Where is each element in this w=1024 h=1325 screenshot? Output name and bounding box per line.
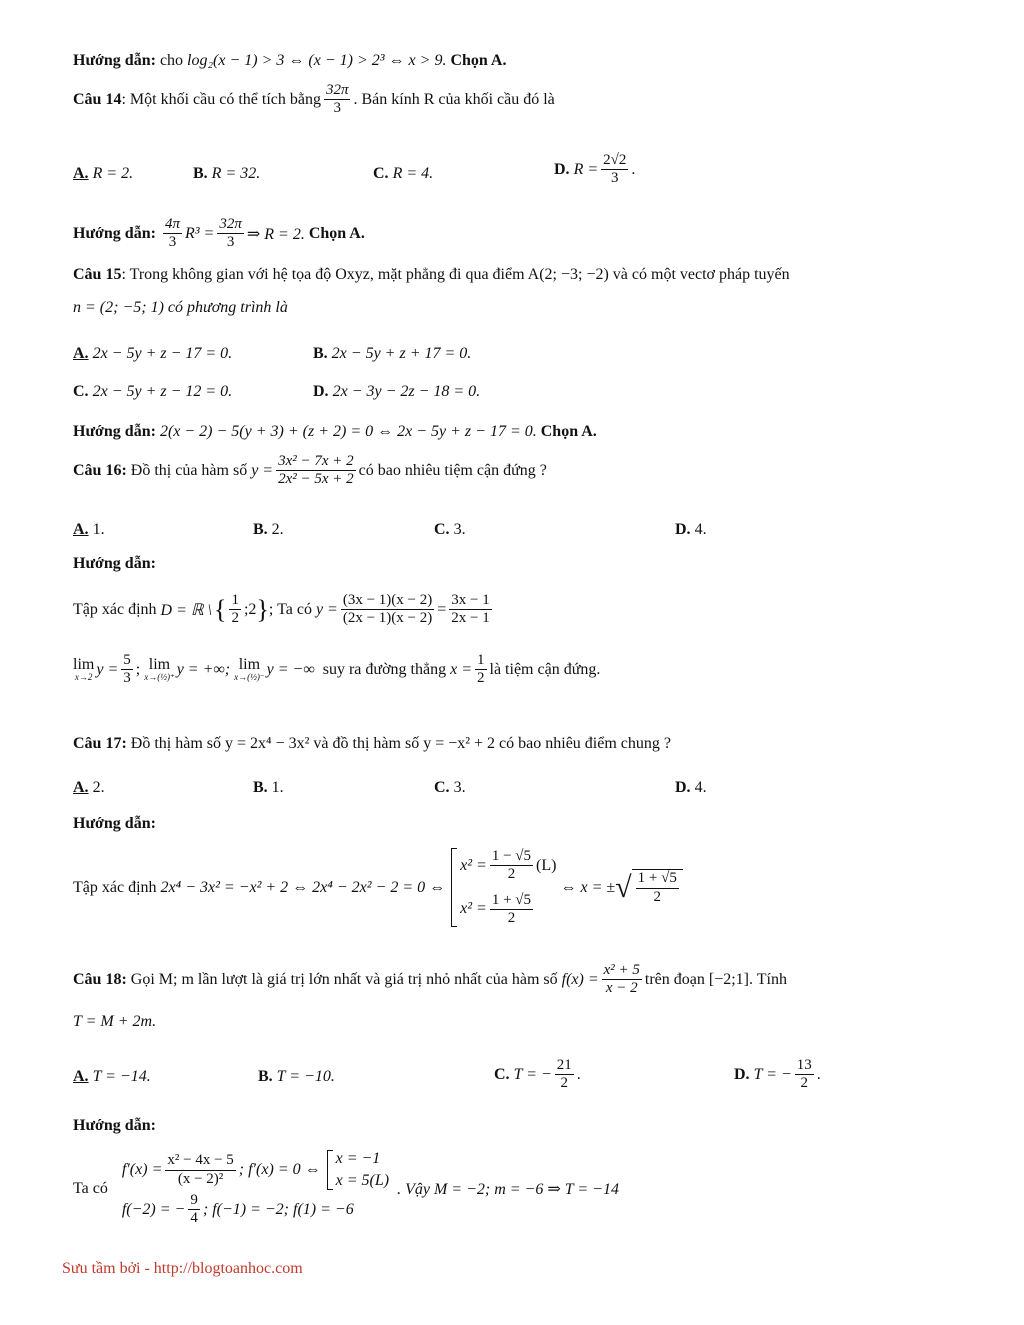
q15-option-d: D. 2x − 3y − 2z − 18 = 0. <box>313 383 481 400</box>
solution-system: x² = $\frac{1 - √5}{2}$ (L) x² = $\frac{1 + √5}{2}$ <box>451 848 556 927</box>
q16-question: Câu 16: Đồ thị của hàm số y = $\frac{\text{3x² − 7x + 2}}{\text{2x² − 5x + 2}}$ có bao nhiêu tiệm cận đứng ? <box>73 453 547 488</box>
q18-question-2: T = M + 2m. <box>73 1013 157 1030</box>
q14-question <box>73 82 555 118</box>
q16-limits: lim x→2 y = $\frac{5}{3}$ ; lim x→(½)⁺ y = +∞; lim x→(½)⁻ y = −∞ suy ra đường thẳng x = $\frac{1}{2}$ là tiệm cận đứng. <box>73 652 601 687</box>
q13-hint <box>73 52 506 70</box>
q16-hint-label: Hướng dẫn: <box>73 555 156 572</box>
q18-option-c: C. T = − $\frac{21}{2}$ . <box>494 1057 581 1092</box>
q14-hint: Hướng dẫn: $\frac{4\pi}{3}$ R³ = $\frac{32\pi}{3}$ ⇒ R = 2. Chọn A. <box>73 216 365 251</box>
volume-fraction: $\frac{32\pi}{3}$ <box>325 82 349 117</box>
q15-option-b: B. 2x − 5y + z + 17 = 0. <box>313 345 472 362</box>
q15-option-c: C. 2x − 5y + z − 12 = 0. <box>73 383 233 400</box>
question-text: : Trong không gian với hệ tọa độ Oxyz, mặt phẳng đi qua điểm A(2; −3; −2) và có một vectơ pháp tuyến <box>121 266 790 283</box>
q16-option-d: D. 4. <box>675 521 707 538</box>
q17-hint-label: Hướng dẫn: <box>73 815 156 832</box>
q18-question: Câu 18: Gọi M; m lần lượt là giá trị lớn nhất và giá trị nhỏ nhất của hàm số f(x) = $\frac{\text{x² + 5}}{x - 2}$ trên đoạn [−2;1]. Tính <box>73 962 787 997</box>
q15-hint: Hướng dẫn: 2(x − 2) − 5(y + 3) + (z + 2) = 0 ⇔ 2x − 5y + z − 17 = 0. Chọn A. <box>73 423 597 440</box>
derivative-roots: x = −1 x = 5(L) <box>327 1150 389 1190</box>
hint-label: Hướng dẫn: <box>73 52 156 69</box>
q18-hint-label: Hướng dẫn: <box>73 1117 156 1134</box>
hint-label: Hướng dẫn: <box>73 224 156 242</box>
q17-option-a: A. 2. <box>73 779 105 796</box>
q15-question-2: n = (2; −5; 1) có phương trình là <box>73 299 288 316</box>
q18-option-a: A. T = −14. <box>73 1068 151 1085</box>
source-footer: Sưu tầm bởi - http://blogtoanhoc.com <box>62 1260 303 1277</box>
question-label: Câu 14 <box>73 90 122 108</box>
q15-question <box>73 266 790 284</box>
q18-solution: Ta có f′(x) = $\frac{\text{x² − 4x − 5}}{\text{(x − 2)²}}$ ; f′(x) = 0 ⇔ x = −1 x = 5(L) f(−2) = − $\frac{9}{4}$ ; f(−1) = −2; f(1) = −6 . Vậy M = −2; m = −6 ⇒ T = −14 <box>73 1150 619 1227</box>
question-label: Câu 15 <box>73 266 122 283</box>
q14-option-b: B. R = 32. <box>193 165 261 182</box>
question-text: : Một khối cầu có thể tích bằng <box>121 90 321 108</box>
q15-option-a: A. 2x − 5y + z − 17 = 0. <box>73 345 233 362</box>
hint-choice: Chọn A. <box>450 52 507 69</box>
q16-option-a: A. 1. <box>73 521 105 538</box>
q14-option-d: D. R = $\frac{2√2}{3}$ . <box>554 152 636 187</box>
q17-option-b: B. 1. <box>253 779 284 796</box>
q17-solution: Tập xác định 2x⁴ − 3x² = −x² + 2 ⇔ 2x⁴ − 2x² − 2 = 0 ⇔ x² = $\frac{1 - √5}{2}$ (L) x² = $\frac{1 + √5}{2}$ ⇔ x = ± √ $\frac{1 + √5}{2}$ <box>73 848 683 927</box>
q14-option-a: A. R = 2. <box>73 165 134 182</box>
q14-option-c: C. R = 4. <box>373 165 434 182</box>
q18-option-d: D. T = − $\frac{13}{2}$ . <box>734 1057 821 1092</box>
hint-expression: log₂(x − 1) > 3 ⇔ (x − 1) > 2³ ⇔ x > 9. <box>187 52 447 69</box>
q16-domain: Tập xác định D = ℝ \ { $\frac{1}{2}$ ;2 } ; Ta có y = $\frac{(3x - 1)(x - 2)}{(2x - 1)(x - 2)}$ = $\frac{3x - 1}{2x - 1}$ <box>73 592 490 627</box>
q17-option-c: C. 3. <box>434 779 466 796</box>
sqrt-expression: √ $\frac{1 + √5}{2}$ <box>615 869 683 906</box>
hint-text: cho <box>159 52 184 69</box>
question-text-2: . Bán kính R của khối cầu đó là <box>353 90 555 108</box>
q16-option-c: C. 3. <box>434 521 466 538</box>
q17-option-d: D. 4. <box>675 779 707 796</box>
q16-option-b: B. 2. <box>253 521 284 538</box>
q18-option-b: B. T = −10. <box>258 1068 335 1085</box>
q17-question: Câu 17: Đồ thị hàm số y = 2x⁴ − 3x² và đồ thị hàm số y = −x² + 2 có bao nhiêu điểm chung ? <box>73 735 671 752</box>
